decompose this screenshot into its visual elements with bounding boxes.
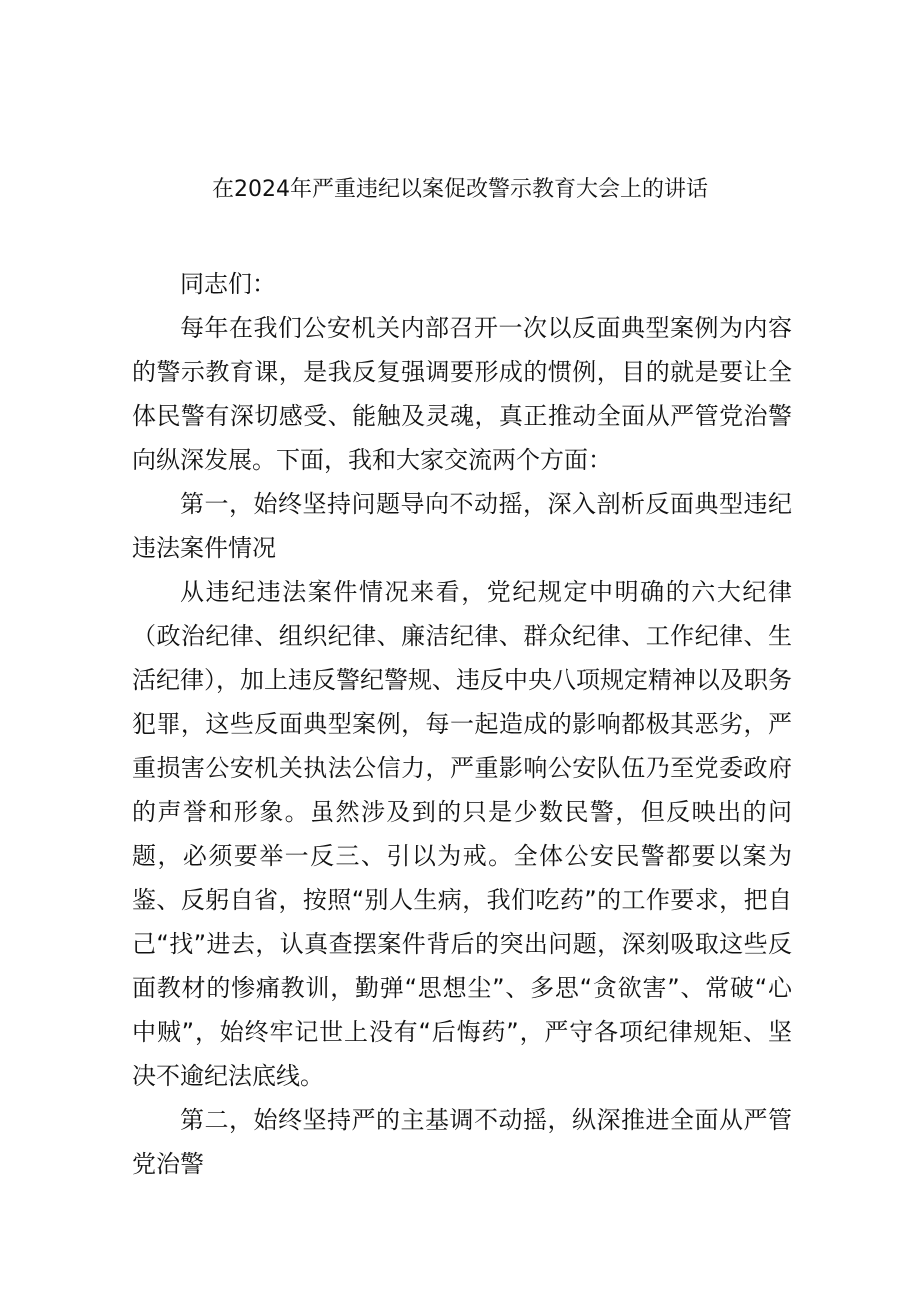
- salutation-paragraph: 同志们：: [180, 270, 276, 298]
- case-analysis-paragraph: 从违纪违法案件情况来看，党纪规定中明确的六大纪律（政治纪律、组织纪律、廉洁纪律、群众纪律、工作纪律、生活纪律），加上违反警纪警规、违反中央八项规定精神以及职务犯罪，这些反面典型案例，每一起造成的影响都极其恶劣，严重损害公安机关执法公信力，严重影响公安队伍乃至党委政府的声誉和形象。虽然涉及到的只是少数民警，但反映出的问题，必须要举一反三、引以为戒。全体公安民警都要以案为鉴、反躬自省，按照“别人生病，我们吃药”的工作要求，把自己“找”进去，认真查摆案件背后的突出问题，深刻吸取这些反面教材的惨痛教训，勤弹“思想尘”、多思“贪欲害”、常破“心中贼”，始终牢记世上没有“后悔药”，严守各项纪律规矩、坚决不逾纪法底线。: [132, 578, 792, 1090]
- document-title: 在2024年严重违纪以案促改警示教育大会上的讲话: [212, 177, 708, 202]
- document-body: [132, 262, 792, 1186]
- section-heading-second: 第二，始终坚持严的主基调不动摇，纵深推进全面从严管党治警: [132, 1106, 792, 1178]
- section-heading-first: 第一，始终坚持问题导向不动摇，深入剖析反面典型违纪违法案件情况: [132, 490, 792, 562]
- intro-paragraph: 每年在我们公安机关内部召开一次以反面典型案例为内容的警示教育课，是我反复强调要形成的惯例，目的就是要让全体民警有深切感受、能触及灵魂，真正推动全面从严管党治警向纵深发展。下面，我和大家交流两个方面：: [132, 314, 792, 474]
